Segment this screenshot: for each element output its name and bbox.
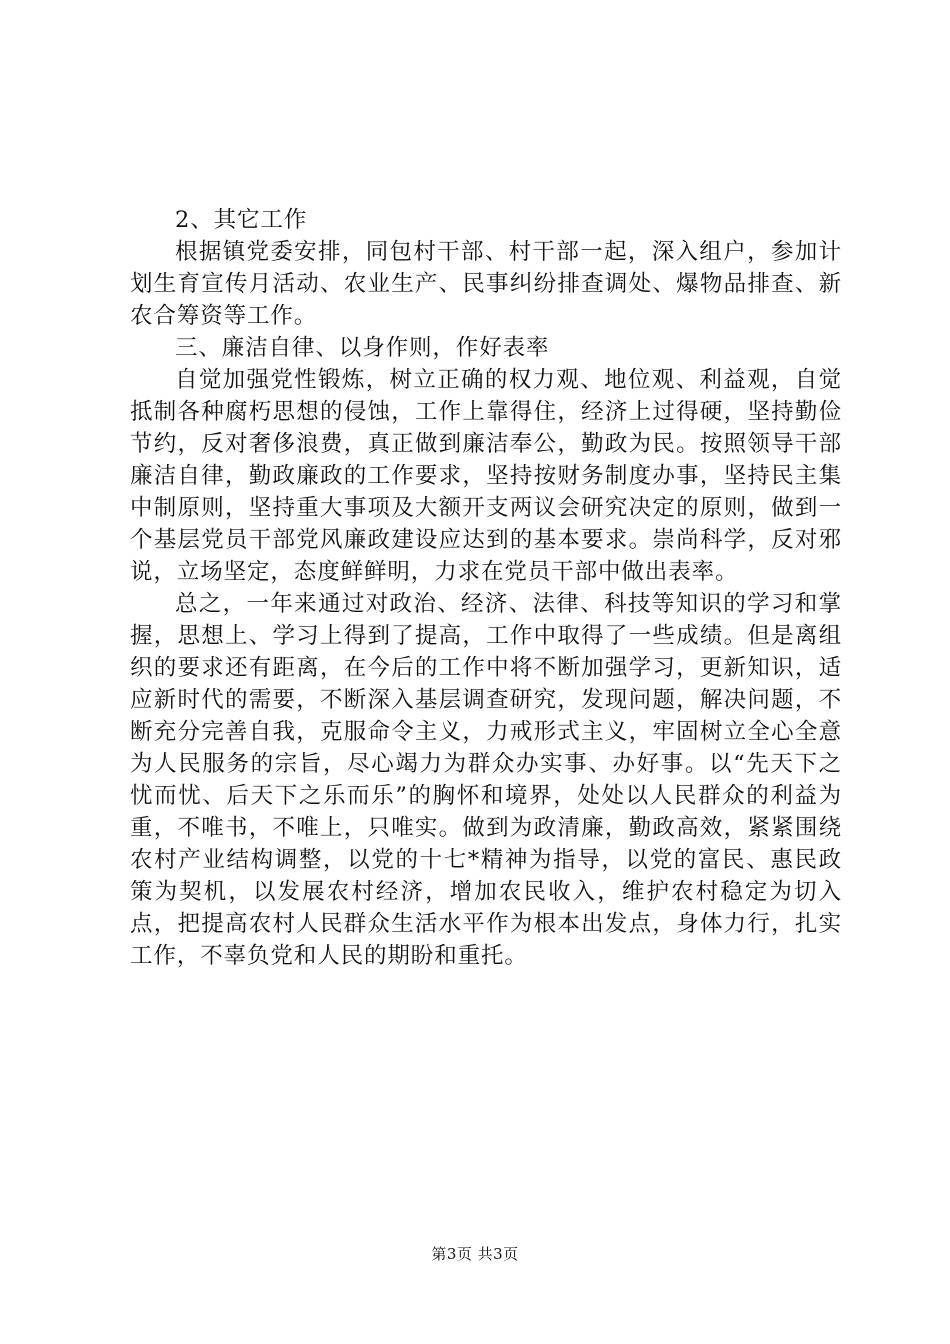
- paragraph-summary: 总之，一年来通过对政治、经济、法律、科技等知识的学习和掌握，思想上、学习上得到了提高，工作中取得了一些成绩。但是离组织的要求还有距离，在今后的工作中将不断加强学习，更新知识，适应新时代的需要，不断深入基层调查研究，发现问题，解决问题，不断充分完善自我，克服命令主义，力戒形式主义，牢固树立全心全意为人民服务的宗旨，尽心竭力为群众办实事、办好事。以“先天下之忧而忧、后天下之乐而乐”的胸怀和境界，处处以人民群众的利益为重，不唯书，不唯上，只唯实。做到为政清廉，勤政高效，紧紧围绕农村产业结构调整，以党的十七*精神为指导，以党的富民、惠民政策为契机，以发展农村经济，增加农民收入，维护农村稳定为切入点，把提高农村人民群众生活水平作为根本出发点，身体力行，扎实工作，不辜负党和人民的期盼和重托。: [130, 591, 842, 969]
- paragraph-other-work: 根据镇党委安排，同包村干部、村干部一起，深入组户，参加计划生育宣传月活动、农业生产、民事纠纷排查调处、爆物品排查、新农合筹资等工作。: [130, 239, 842, 329]
- heading-other-work: 2、其它工作: [175, 207, 308, 233]
- page-number-footer: 第3页 共3页: [431, 1245, 519, 1263]
- heading-integrity: 三、廉洁自律、以身作则，作好表率: [175, 335, 550, 361]
- paragraph-integrity: 自觉加强党性锻炼，树立正确的权力观、地位观、利益观，自觉抵制各种腐朽思想的侵蚀，工作上靠得住，经济上过得硬，坚持勤俭节约，反对奢侈浪费，真正做到廉洁奉公，勤政为民。按照领导干部廉洁自律，勤政廉政的工作要求，坚持按财务制度办事，坚持民主集中制原则，坚持重大事项及大额开支两议会研究决定的原则，做到一个基层党员干部党风廉政建设应达到的基本要求。崇尚科学，反对邪说，立场坚定，态度鲜鲜明，力求在党员干部中做出表率。: [130, 367, 842, 585]
- document-body: [130, 204, 842, 972]
